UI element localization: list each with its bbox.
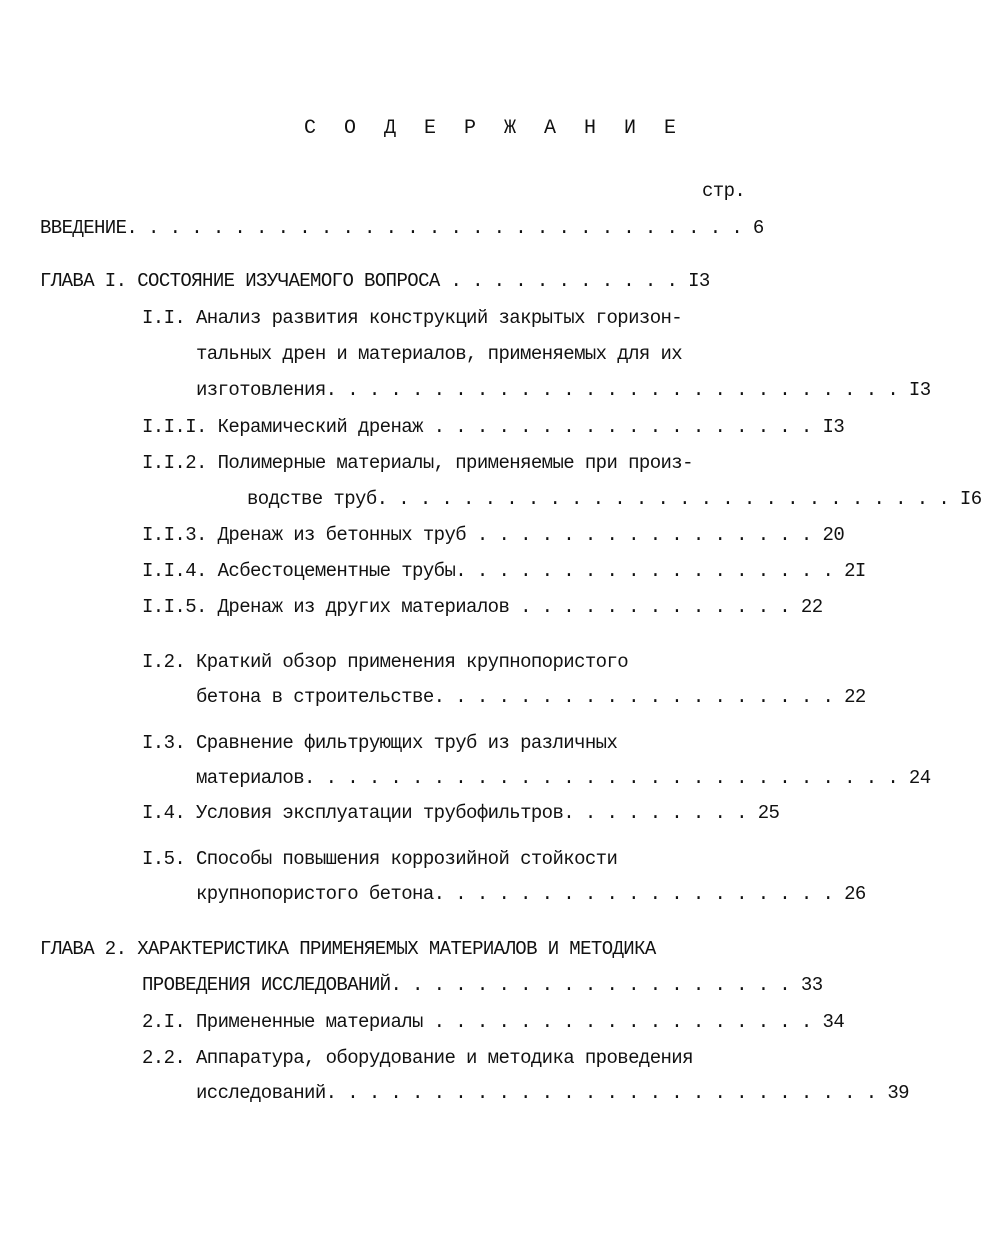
toc-line-1-1-cont2: изготовления. . . . . . . . . . . . . . . . . . . . . . . . . . . I3: [196, 379, 931, 401]
toc-line-2-1: 2.I. Примененные материалы . . . . . . . . . . . . . . . . . . 34: [142, 1011, 845, 1033]
toc-line-1-1-3: I.I.3. Дренаж из бетонных труб . . . . . . . . . . . . . . . . 20: [142, 524, 845, 546]
toc-line-1-1-5: I.I.5. Дренаж из других материалов . . . . . . . . . . . . . 22: [142, 596, 823, 618]
toc-line-1-3: I.3. Сравнение фильтрующих труб из различных: [142, 732, 618, 754]
toc-line-1-1-2: I.I.2. Полимерные материалы, применяемые при произ-: [142, 452, 693, 474]
toc-line-1-5: I.5. Способы повышения коррозийной стойкости: [142, 848, 618, 870]
toc-line-2-2: 2.2. Аппаратура, оборудование и методика проведения: [142, 1047, 693, 1069]
toc-line-1-1-2-cont: водстве труб. . . . . . . . . . . . . . . . . . . . . . . . . . . I6: [247, 488, 982, 510]
toc-line-2-2-cont: исследований. . . . . . . . . . . . . . . . . . . . . . . . . . 39: [196, 1082, 909, 1104]
toc-line-chapter-2: ГЛАВА 2. ХАРАКТЕРИСТИКА ПРИМЕНЯЕМЫХ МАТЕРИАЛОВ И МЕТОДИКА: [40, 938, 656, 960]
toc-line-chapter-1: ГЛАВА I. СОСТОЯНИЕ ИЗУЧАЕМОГО ВОПРОСА . . . . . . . . . . . I3: [40, 270, 710, 292]
toc-line-1-4: I.4. Условия эксплуатации трубофильтров. . . . . . . . . 25: [142, 802, 780, 824]
toc-line-1-2: I.2. Краткий обзор применения крупнопористого: [142, 651, 629, 673]
toc-line-1-1-1: I.I.I. Керамический дренаж . . . . . . . . . . . . . . . . . . I3: [142, 416, 845, 438]
toc-line-1-1-cont: тальных дрен и материалов, применяемых для их: [196, 343, 683, 365]
toc-line-1-3-cont: материалов. . . . . . . . . . . . . . . . . . . . . . . . . . . . 24: [196, 767, 931, 789]
toc-line-1-1: I.I. Анализ развития конструкций закрытых горизон-: [142, 307, 683, 329]
toc-line-chapter-2-cont: ПРОВЕДЕНИЯ ИССЛЕДОВАНИЙ. . . . . . . . . . . . . . . . . . . 33: [142, 974, 823, 996]
toc-line-1-5-cont: крупнопористого бетона. . . . . . . . . . . . . . . . . . . 26: [196, 883, 866, 905]
toc-line-introduction: ВВЕДЕНИЕ. . . . . . . . . . . . . . . . . . . . . . . . . . . . . 6: [40, 217, 764, 239]
page-column-label: стр.: [702, 180, 746, 202]
page-title: С О Д Е Р Ж А Н И Е: [304, 117, 685, 140]
toc-line-1-1-4: I.I.4. Асбестоцементные трубы. . . . . . . . . . . . . . . . . . 2I: [142, 560, 866, 582]
toc-line-1-2-cont: бетона в строительстве. . . . . . . . . . . . . . . . . . . 22: [196, 686, 866, 708]
